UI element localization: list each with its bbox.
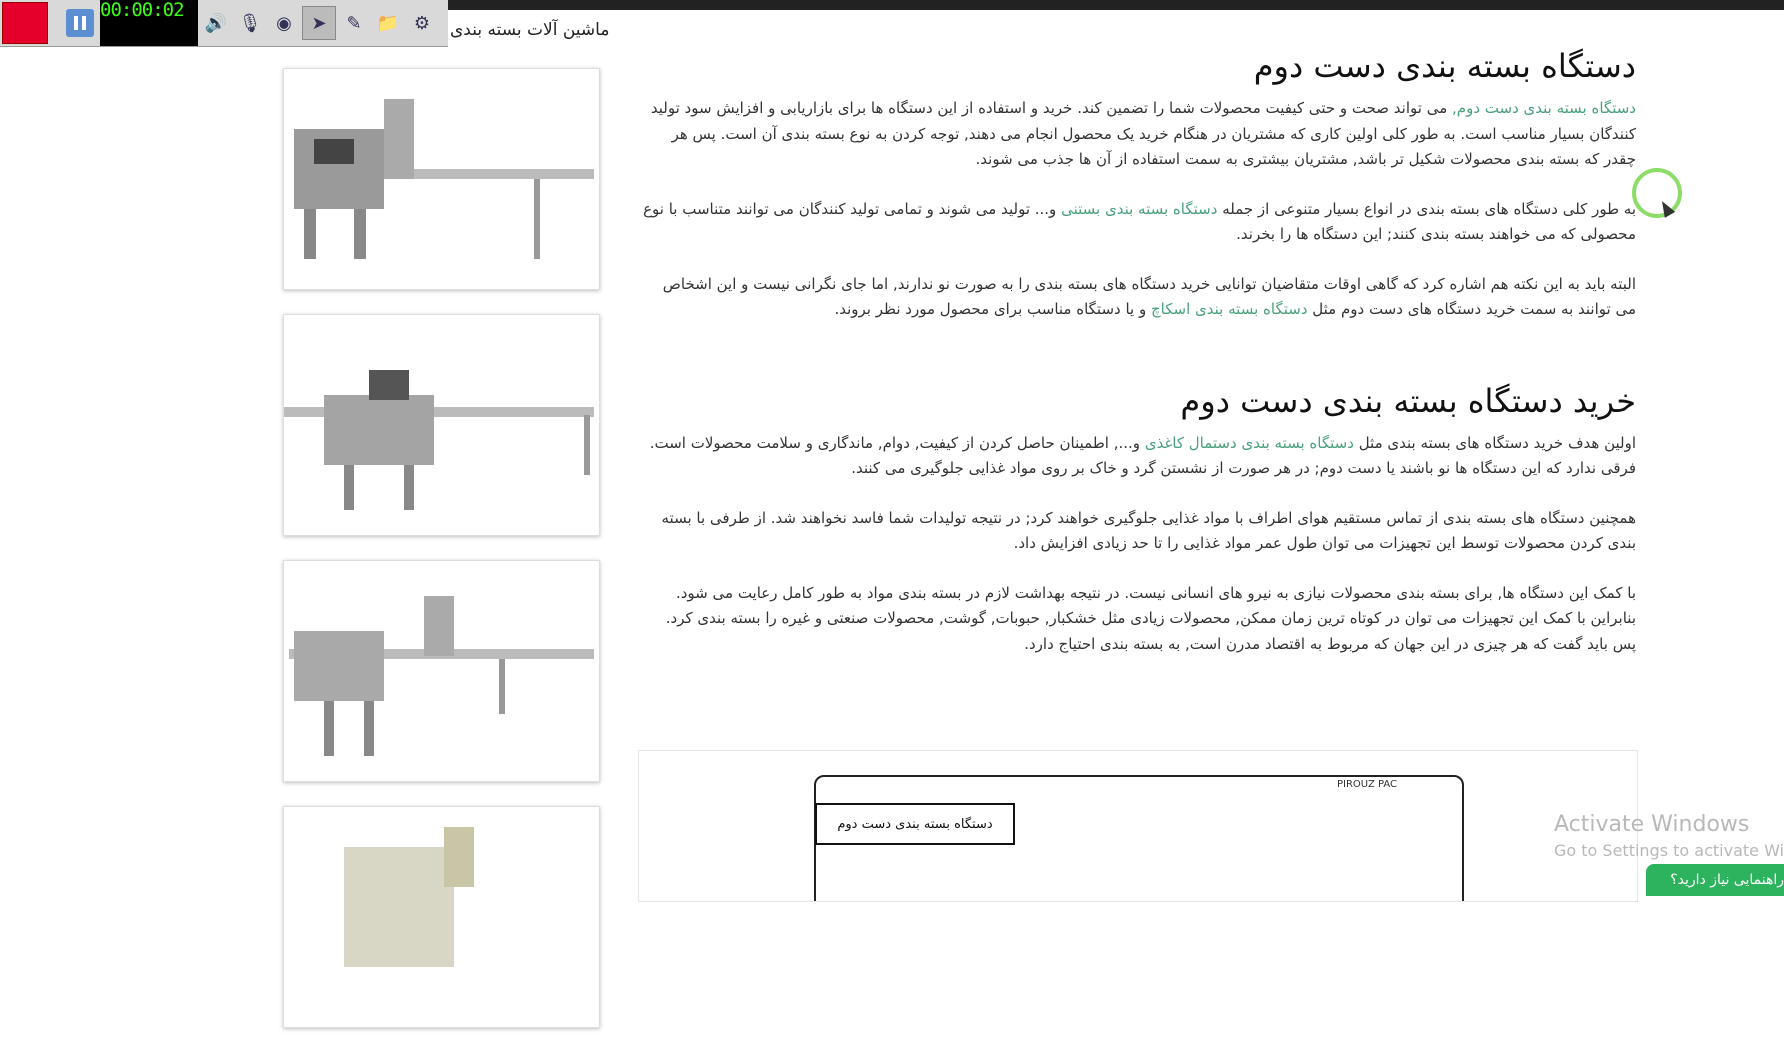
article-banner-image [638,750,1638,902]
paragraph-text: می تواند صحت و حتی کیفیت محصولات شما را تضمین کند. خرید و استفاده از این دستگاه ها برای بازاریابی و افزایش سود تولید کنندگان بسیار مناسب است. به طور کلی اولین کاری که مشتریان در هنگام خرید یک محصول انجام می دهند, توجه کردن به نوع بسته بندی آن است. پس هر چقدر که بسته بندی محصولات شکیل تر باشد, مشتریان بیشتری به سمت استفاده از آن ها جذب می شوند. [650,99,1636,168]
product-image-list [283,68,600,1052]
watermark-line-1: Activate Windows [1554,812,1750,837]
microphone-icon[interactable]: 🎙 [238,12,262,34]
paragraph-text: و... تولید می شوند و تمامی تولید کنندگان می توانند متناسب با نوع محصولی که می خواهند بسته بندی کنند; این دستگاه ها را بخرند. [643,199,1636,243]
paragraph: همچنین دستگاه های بسته بندی از تماس مستقیم هوای اطراف با مواد غذایی جلوگیری خواهند کرد; در نتیجه تولیدات شما فاسد نخواهند شد. از طرفی با بسته بندی کردن محصولات توسط این تجهیزات می توان طول عمر مواد غذایی را تا حد زیادی افزایش داد. [661,508,1636,552]
section-heading-buy-used-machine: خرید دستگاه بسته بندی دست دوم [1180,381,1636,420]
link-icecream-packaging-machine[interactable]: دستگاه بسته بندی بستنی [1061,199,1218,218]
folder-icon[interactable]: 📁 [376,12,400,34]
link-scotch-packaging-machine[interactable]: دستگاه بسته بندی اسکاچ [1151,300,1308,318]
pen-tool-icon[interactable]: ✎ [346,12,362,34]
windows-activation-watermark [1554,812,1784,860]
paragraph-text: البته باید به این نکته هم اشاره کرد که گاهی اوقات متقاضیان توانایی خرید دستگاه های بسته بندی را به صورت نو ندارند, اما جای نگرانی نیست و این اشخاص می توانند به سمت خرید دستگاه های دست دوم مثل [662,274,1636,318]
paragraph-text: و یا دستگاه مناسب برای محصول مورد نظر بروند. [834,300,1151,318]
breadcrumb-title[interactable]: ماشین آلات بسته بندی [450,20,610,40]
paragraph [638,431,1636,482]
machine-image-3[interactable] [283,560,600,782]
brand-logo: PIROUZ PAC [1337,779,1398,790]
machine-image-1[interactable] [283,68,600,290]
pointer-tool-icon[interactable]: ➤ [302,6,336,40]
paragraph-text: و..., اطمینان حاصل کردن از کیفیت, دوام, ماندگاری و سلامت محصولات است. فرقی ندارد که این دستگاه ها نو باشند یا دست دوم; در هر صورت از نشستن گرد و خاک بر روی مواد غذایی جلوگیری می کنند. [649,433,1636,477]
banner-label: دستگاه بسته بندی دست دوم [815,803,1015,845]
help-chat-button[interactable]: راهنمایی نیاز دارید؟ [1646,864,1784,896]
link-used-packaging-machine[interactable]: دستگاه بسته بندی دست دوم, [1452,99,1636,117]
record-stop-button[interactable] [2,2,48,44]
settings-gear-icon[interactable]: ⚙ [413,12,431,34]
watermark-line-2: Go to Settings to activate Wi [1554,841,1784,860]
article-content [638,40,1636,681]
machine-image-2[interactable] [283,314,600,536]
screen-recorder-toolbar [0,0,448,47]
paragraph: با کمک این دستگاه ها, برای بسته بندی محصولات نیازی به نیرو های انسانی نیست. در نتیجه بهداشت لازم در بسته بندی مواد به طور کامل رعایت می شود. بنابراین با کمک این تجهیزات می توان در کوتاه ترین زمان ممکن, محصولات زیادی مثل خشکبار, حبوبات, گوشت, محصولات صنعتی و غیره را بسته بندی کرد. پس باید گفت که هر چیزی در این جهان که مربوط به اقتصاد مدرن است, به بسته بندی احتیاج دارد. [665,583,1636,653]
paragraph [638,96,1636,173]
paragraph-text: به طور کلی دستگاه های بسته بندی در انواع بسیار متنوعی از جمله [1217,199,1636,218]
link-tissue-packaging-machine[interactable]: دستگاه بسته بندی دستمال کاغذی [1144,433,1354,452]
pause-button[interactable] [66,9,94,37]
machine-image-4[interactable] [283,806,600,1028]
paragraph [638,197,1636,248]
paragraph [638,272,1636,323]
recording-timer: 00:00:02 [100,0,198,46]
webcam-icon[interactable]: ◉ [276,12,292,34]
speaker-icon[interactable]: 🔊 [204,12,228,34]
paragraph-text: اولین هدف خرید دستگاه های بسته بندی مثل [1353,433,1636,452]
section-heading-used-machine: دستگاه بسته بندی دست دوم [1253,47,1636,85]
